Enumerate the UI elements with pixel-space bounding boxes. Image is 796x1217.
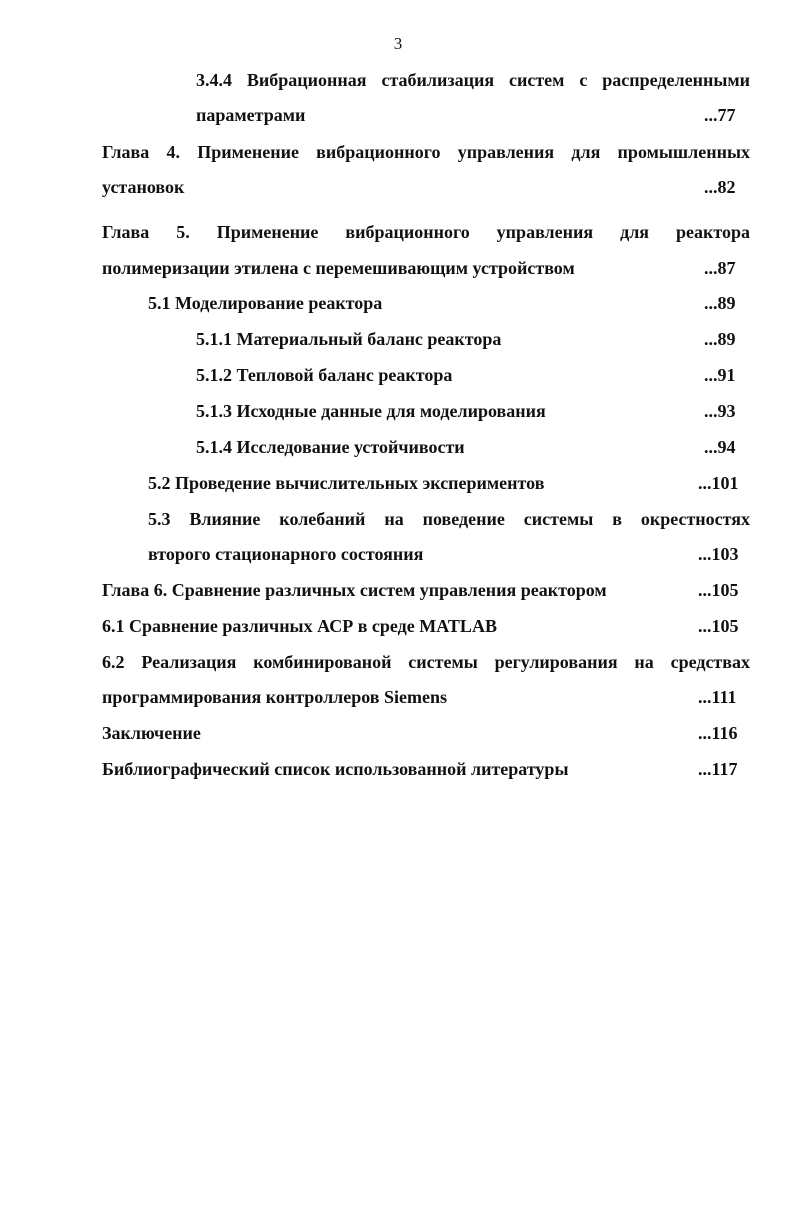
toc-page-number: ...87 (704, 258, 736, 278)
toc-entry-5-1-2 (196, 364, 750, 386)
toc-page-number: ...105 (698, 580, 739, 600)
toc-entry-chapter-5 (102, 221, 750, 243)
toc-page-number: ...101 (698, 473, 739, 493)
toc-entry-6-2-cont (102, 686, 750, 708)
toc-entry-title: Заключение (102, 723, 201, 743)
toc-entry-title: Глава 6. Сравнение различных систем управления реактором (102, 580, 607, 600)
toc-entry-6-2 (102, 651, 750, 673)
toc-entry-title-line1: Глава 5. Применение вибрационного управления для реактора (102, 222, 750, 242)
toc-entry-chapter-6 (102, 579, 750, 601)
toc-entry-title-line2: параметрами (196, 105, 306, 125)
toc-entry-title: 5.1.2 Тепловой баланс реактора (196, 365, 453, 385)
toc-entry-bibliography (102, 758, 750, 780)
toc-entry-title-line2: установок (102, 177, 185, 197)
toc-entry-title-line2: полимеризации этилена с перемешивающим устройством (102, 258, 575, 278)
toc-entry-title-line2: второго стационарного состояния (148, 544, 424, 564)
toc-entry-3-4-4 (196, 69, 750, 91)
toc-page-number: ...91 (704, 365, 736, 385)
toc-page-number: ...82 (704, 177, 736, 197)
toc-entry-chapter-5-cont (102, 257, 750, 279)
page-number: 3 (393, 34, 403, 53)
toc-entry-title-line1: 6.2 Реализация комбинированой системы регулирования на средствах (102, 652, 750, 672)
toc-entry-6-1 (102, 615, 750, 637)
toc-entry-chapter-4 (102, 141, 750, 163)
toc-entry-title-line1: 3.4.4 Вибрационная стабилизация систем с распределенными (196, 70, 750, 90)
toc-entry-title: Библиографический список использованной литературы (102, 759, 569, 779)
toc-entry-5-1 (148, 292, 750, 314)
toc-entry-title: 5.1.3 Исходные данные для моделирования (196, 401, 546, 421)
toc-entry-title-line1: 5.3 Влияние колебаний на поведение системы в окрестностях (148, 509, 750, 529)
toc-entry-5-1-4 (196, 436, 750, 458)
toc-page-number: ...94 (704, 437, 736, 457)
toc-page-number: ...89 (704, 293, 736, 313)
toc-page-number: ...117 (698, 759, 738, 779)
toc-entry-title: 6.1 Сравнение различных АСР в среде MATLAB (102, 616, 497, 636)
toc-page-number: ...93 (704, 401, 736, 421)
toc-entry-5-1-3 (196, 400, 750, 422)
toc-entry-title-line2: программирования контроллеров Siemens (102, 687, 448, 707)
toc-page-number: ...103 (698, 544, 739, 564)
toc-page-number: ...77 (704, 105, 736, 125)
toc-entry-5-3-cont (148, 543, 750, 565)
toc-entry-title-line1: Глава 4. Применение вибрационного управления для промышленных (102, 142, 750, 162)
toc-entry-title: 5.2 Проведение вычислительных экспериментов (148, 473, 545, 493)
toc-entry-3-4-4-cont (196, 104, 750, 126)
toc-page-number: ...116 (698, 723, 738, 743)
toc-entry-5-2 (148, 472, 750, 494)
toc-page-number: ...105 (698, 616, 739, 636)
toc-entry-5-1-1 (196, 328, 750, 350)
toc-page-number: ...89 (704, 329, 736, 349)
toc-page-number: ...111 (698, 687, 737, 707)
toc-entry-title: 5.1.4 Исследование устойчивости (196, 437, 465, 457)
toc-entry-chapter-4-cont (102, 176, 750, 198)
toc-entry-5-3 (148, 508, 750, 530)
toc-entry-title: 5.1.1 Материальный баланс реактора (196, 329, 502, 349)
toc-entry-conclusion (102, 722, 750, 744)
toc-entry-title: 5.1 Моделирование реактора (148, 293, 383, 313)
